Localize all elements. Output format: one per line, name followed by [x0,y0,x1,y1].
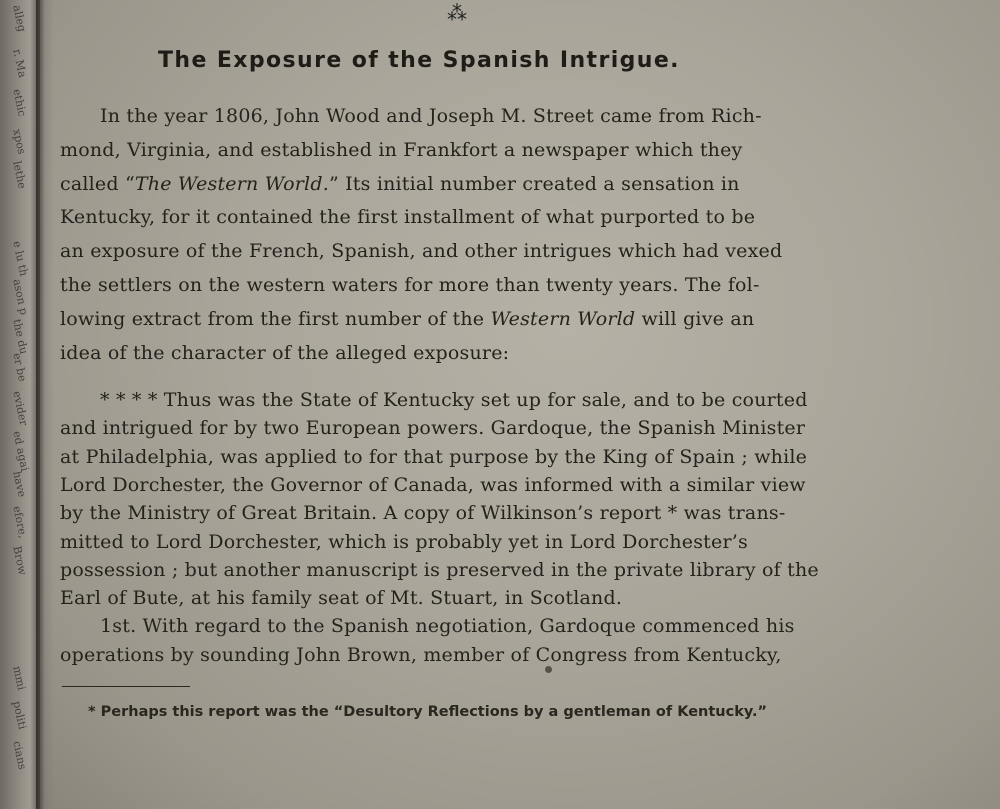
text-line [60,172,860,196]
text-segment: called “ [60,172,135,195]
left-page-text-fragment: cians [10,739,30,771]
text-line: the settlers on the western waters for more than twenty years. The fol- [60,274,760,296]
footnote: * Perhaps this report was the “Desultory Reflections by a gentleman of Kentucky.” [88,704,768,720]
text-line: idea of the character of the alleged exposure: [60,341,510,364]
left-page-text-fragment: the du [10,317,31,356]
left-page-text-fragment: efore, [10,504,30,540]
text-line: operations by sounding John Brown, member of Congress from Kentucky, [60,644,782,666]
text-line: Lord Dorchester, the Governor of Canada, was informed with a similar view [60,473,806,496]
text-line: an exposure of the French, Spanish, and other intrigues which had vexed [60,240,783,263]
left-facing-page [0,0,40,809]
ink-spot [545,666,552,673]
footnote-rule [62,686,190,687]
text-line: In the year 1806, John Wood and Joseph M. Street came from Rich- [100,105,762,127]
left-page-text-fragment: Brow [10,544,30,577]
left-page-text-fragment: mmi [10,664,29,692]
left-page-text-fragment: ed agai [10,429,32,473]
left-page-text-fragment: xpos [10,127,29,156]
left-page-text-fragment: er be [10,351,29,383]
left-page-text-fragment: evider [10,389,31,427]
italic-title: Western World [490,307,636,330]
text-line: by the Ministry of Great Britain. A copy of Wilkinson’s report * was trans- [60,502,786,525]
page-gutter [36,0,54,809]
text-segment: will give an [635,307,755,330]
ornament-icon: ⁂ [447,1,467,25]
text-segment: lowing extract from the first number of the [60,307,491,330]
text-line: mond, Virginia, and established in Frankfort a newspaper which they [60,138,743,161]
text-line [60,307,860,331]
text-line: * * * * Thus was the State of Kentucky set up for sale, and to be courted [100,389,808,411]
text-line: possession ; but another manuscript is preserved in the private library of the [60,558,819,581]
text-line: Earl of Bute, at his family seat of Mt. Stuart, in Scotland. [60,587,623,610]
left-page-text-fragment: ethic [10,87,29,118]
text-line: and intrigued for by two European powers. Gardoque, the Spanish Minister [60,417,806,440]
left-page-text-fragment: ason p [10,277,31,317]
text-line: Kentucky, for it contained the first installment of what purported to be [60,206,756,229]
left-page-text-fragment: politi [10,699,29,731]
text-line: mitted to Lord Dorchester, which is probably yet in Lord Dorchester’s [60,530,748,553]
left-page-text-fragment: alleg [10,3,29,34]
chapter-title: The Exposure of the Spanish Intrigue. [158,48,680,73]
right-page [40,0,1000,809]
left-page-text-fragment: lethe [10,159,29,190]
text-segment: ” Its initial number created a sensation in [328,172,740,195]
italic-title: The Western World. [134,172,329,195]
text-line: at Philadelphia, was applied to for that purpose by the King of Spain ; while [60,445,808,468]
text-line: 1st. With regard to the Spanish negotiation, Gardoque commenced his [100,615,795,637]
left-page-text-fragment: e lu th [10,239,31,278]
left-page-text-fragment: r. Ma [10,47,29,79]
left-page-text-fragment: have [10,469,29,499]
